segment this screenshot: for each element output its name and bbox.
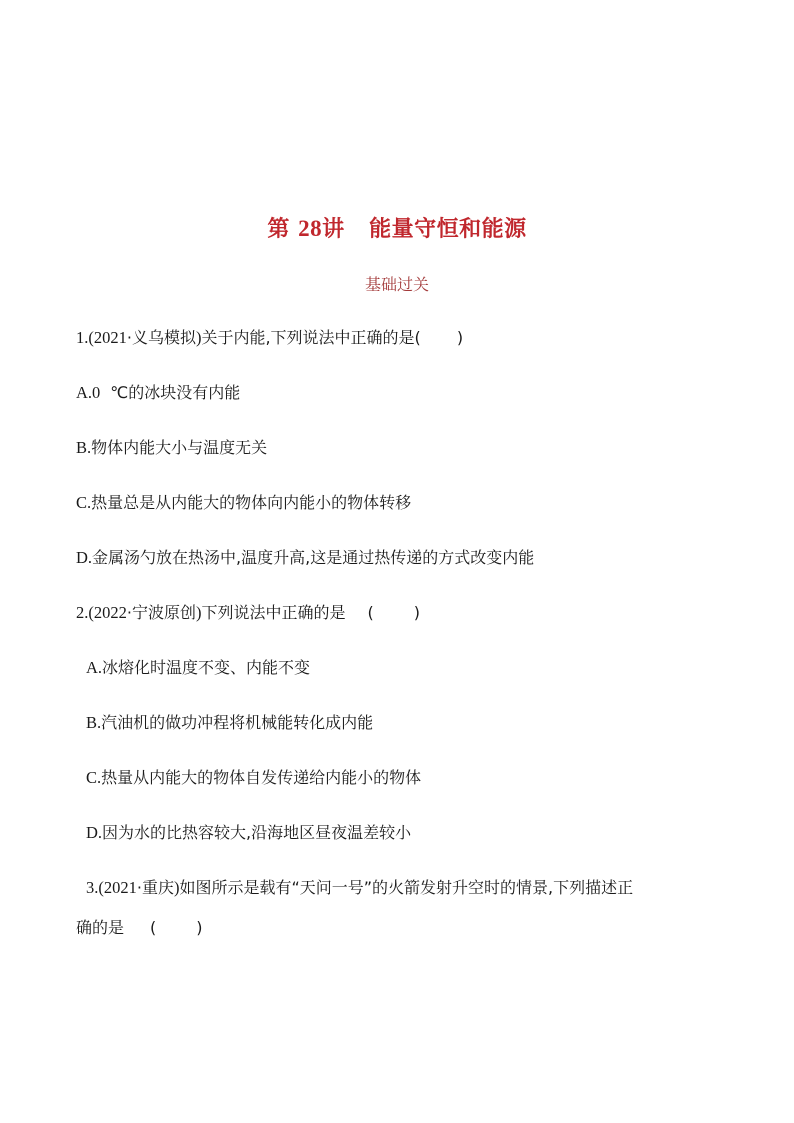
- question-text: 下列说法中正确的是: [201, 603, 346, 622]
- option-text: ℃的冰块没有内能: [110, 383, 241, 402]
- question-2-option-b: [86, 712, 373, 734]
- option-text: 物体内能大小与温度无关: [91, 438, 268, 457]
- option-text: 热量从内能大的物体自发传递给内能小的物体: [101, 768, 422, 787]
- option-letter: B.: [86, 713, 102, 732]
- question-2-option-d: [86, 822, 411, 844]
- option-letter: A.0: [76, 383, 101, 402]
- page-title: [0, 212, 794, 243]
- answer-blank-close: ): [413, 603, 420, 622]
- question-number: 3.(2021: [86, 878, 137, 897]
- question-1-stem: [76, 327, 463, 349]
- question-source: ·宁波原创: [126, 603, 196, 622]
- question-1-option-c: [76, 492, 411, 514]
- option-letter: D.: [86, 823, 103, 842]
- question-1-option-b: [76, 437, 267, 459]
- question-2-option-a: [86, 657, 310, 679]
- option-text: 因为水的比热容较大,沿海地区昼夜温差较小: [102, 823, 412, 842]
- answer-blank-close: ): [456, 328, 464, 347]
- answer-blank-close: ): [196, 918, 203, 937]
- question-text: 如图所示是载有“天问一号”的火箭发射升空时的情景,下列描述正: [179, 878, 634, 897]
- option-letter: B.: [76, 438, 92, 457]
- section-subtitle: 基础过关: [364, 275, 429, 294]
- option-letter: D.: [76, 548, 93, 567]
- question-2-option-c: [86, 767, 421, 789]
- question-source: ·义乌模拟: [126, 328, 196, 347]
- option-letter: C.: [76, 493, 92, 512]
- title-prefix: 第: [267, 217, 290, 242]
- question-1-option-d: [76, 547, 534, 569]
- option-text: 冰熔化时温度不变、内能不变: [102, 658, 311, 677]
- option-letter: C.: [86, 768, 102, 787]
- question-3-stem: [86, 877, 633, 899]
- option-text: 汽油机的做功冲程将机械能转化成内能: [101, 713, 374, 732]
- question-source-close: ): [195, 328, 202, 347]
- question-1-option-a: [76, 382, 240, 404]
- title-suffix: 讲: [322, 217, 345, 242]
- question-source: ·重庆: [136, 878, 174, 897]
- option-letter: A.: [86, 658, 103, 677]
- question-text: 关于内能,下列说法中正确的是(: [201, 328, 421, 347]
- question-text-continued: 确的是: [76, 918, 125, 937]
- option-text: 热量总是从内能大的物体向内能小的物体转移: [91, 493, 412, 512]
- option-text: 金属汤勺放在热汤中,温度升高,这是通过热传递的方式改变内能: [92, 548, 535, 567]
- title-number: 28: [298, 216, 323, 241]
- question-number: 2.(2022: [76, 603, 127, 622]
- answer-blank-open: (: [150, 918, 157, 937]
- question-source-close: ): [173, 878, 180, 897]
- answer-blank-open: (: [367, 603, 374, 622]
- question-2-stem: [76, 602, 420, 624]
- title-main: 能量守恒和能源: [369, 217, 527, 242]
- question-source-close: ): [195, 603, 202, 622]
- question-number: 1.(2021: [76, 328, 127, 347]
- question-3-stem-line2: [76, 917, 203, 939]
